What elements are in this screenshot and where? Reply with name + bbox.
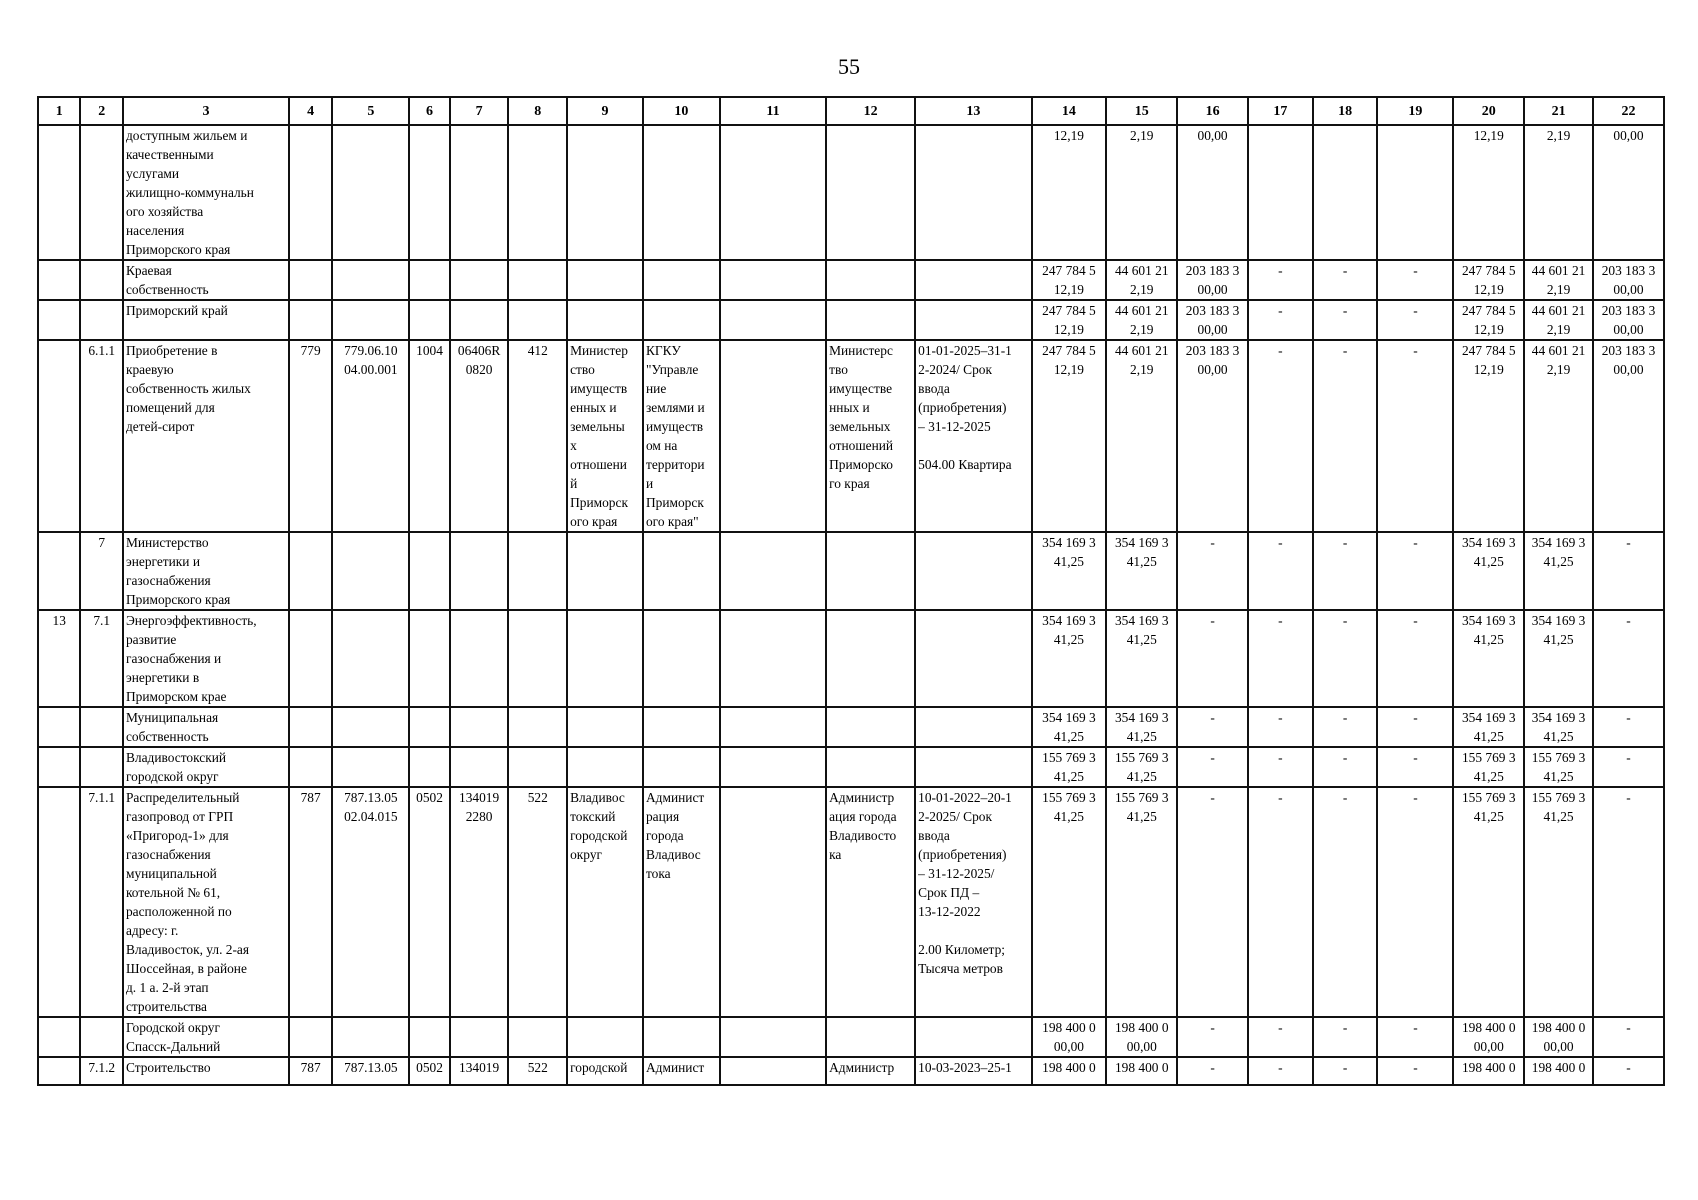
table-cell: 787.13.05 02.04.015	[332, 787, 409, 1017]
table-cell	[508, 1017, 567, 1057]
header-cell: 13	[915, 97, 1031, 125]
table-cell: 779.06.10 04.00.001	[332, 340, 409, 532]
table-cell	[409, 532, 449, 610]
table-cell	[643, 260, 720, 300]
table-cell	[720, 610, 826, 707]
table-cell	[332, 747, 409, 787]
table-cell	[332, 610, 409, 707]
table-cell: 354 169 3 41,25	[1106, 532, 1177, 610]
table-cell: 203 183 3 00,00	[1177, 340, 1248, 532]
table-cell	[720, 300, 826, 340]
table-row	[38, 260, 1664, 300]
table-cell: 0502	[409, 787, 449, 1017]
table-cell	[915, 610, 1031, 707]
table-cell: 198 400 0 00,00	[1032, 1017, 1107, 1057]
table-cell: 247 784 5 12,19	[1032, 300, 1107, 340]
table-cell: доступным жильем и качественными услугами жилищно-коммунальн ого хозяйства населения Приморского края	[123, 125, 289, 260]
table-cell	[915, 1017, 1031, 1057]
table-row	[38, 787, 1664, 1017]
table-cell: 10-03-2023–25-1	[915, 1057, 1031, 1085]
table-cell: 00,00	[1593, 125, 1664, 260]
table-cell: -	[1177, 787, 1248, 1017]
table-cell: Приморский край	[123, 300, 289, 340]
table-cell	[826, 532, 915, 610]
table-cell	[643, 707, 720, 747]
table-cell	[289, 300, 333, 340]
table-cell	[720, 747, 826, 787]
table-cell	[567, 125, 643, 260]
table-cell: 354 169 3 41,25	[1453, 610, 1524, 707]
table-cell: Администр ация города Владивосто ка	[826, 787, 915, 1017]
table-row	[38, 300, 1664, 340]
table-cell	[38, 787, 80, 1017]
table-row	[38, 1017, 1664, 1057]
table-cell	[567, 707, 643, 747]
table-cell: -	[1248, 1017, 1313, 1057]
table-cell	[720, 1057, 826, 1085]
header-cell: 9	[567, 97, 643, 125]
table-cell: 247 784 5 12,19	[1453, 340, 1524, 532]
table-cell: Городской округ Спасск-Дальний	[123, 1017, 289, 1057]
table-cell: 522	[508, 787, 567, 1017]
table-cell: 44 601 21 2,19	[1524, 300, 1593, 340]
table-cell: Министерство энергетики и газоснабжения Приморского края	[123, 532, 289, 610]
table-cell: -	[1377, 532, 1453, 610]
table-cell: Строительство	[123, 1057, 289, 1085]
table-cell: Админист	[643, 1057, 720, 1085]
table-cell	[80, 1017, 122, 1057]
table-cell: 203 183 3 00,00	[1593, 340, 1664, 532]
table-cell: Министерс тво имуществе нных и земельных отношений Приморско го края	[826, 340, 915, 532]
header-cell: 12	[826, 97, 915, 125]
table-cell: -	[1313, 260, 1378, 300]
table-cell	[826, 747, 915, 787]
table-cell: -	[1248, 300, 1313, 340]
table-cell: -	[1593, 610, 1664, 707]
table-cell: Энергоэффективность, развитие газоснабжения и энергетики в Приморском крае	[123, 610, 289, 707]
table-cell	[508, 260, 567, 300]
table-cell	[1248, 125, 1313, 260]
table-row	[38, 1057, 1664, 1085]
table-cell	[332, 1017, 409, 1057]
table-cell: -	[1313, 1017, 1378, 1057]
table-cell: Распределительный газопровод от ГРП «Пригород-1» для газоснабжения муниципальной котельной № 61, расположенной по адресу: г. Владивосток, ул. 2-ая Шоссейная, в районе д. 1 а. 2-й этап строительства	[123, 787, 289, 1017]
table-cell: Приобретение в краевую собственность жилых помещений для детей-сирот	[123, 340, 289, 532]
table-cell	[915, 125, 1031, 260]
table-cell: 155 769 3 41,25	[1032, 747, 1107, 787]
table-cell: 522	[508, 1057, 567, 1085]
header-cell: 22	[1593, 97, 1664, 125]
table-cell: -	[1593, 1017, 1664, 1057]
table-cell: -	[1248, 707, 1313, 747]
table-cell: 354 169 3 41,25	[1032, 610, 1107, 707]
table-cell: 155 769 3 41,25	[1106, 747, 1177, 787]
table-cell: Муниципальная собственность	[123, 707, 289, 747]
table-cell: -	[1377, 1057, 1453, 1085]
header-cell: 7	[450, 97, 509, 125]
table-cell: 44 601 21 2,19	[1524, 340, 1593, 532]
table-cell: 203 183 3 00,00	[1177, 260, 1248, 300]
table-cell	[289, 532, 333, 610]
table-cell: -	[1377, 300, 1453, 340]
table-cell: 787.13.05	[332, 1057, 409, 1085]
table-cell: -	[1313, 707, 1378, 747]
table-cell	[508, 125, 567, 260]
table-cell	[915, 747, 1031, 787]
table-cell: -	[1248, 1057, 1313, 1085]
table-cell: Админист рация города Владивос тока	[643, 787, 720, 1017]
table-cell: 7.1.2	[80, 1057, 122, 1085]
table-cell	[826, 125, 915, 260]
table-cell: -	[1248, 787, 1313, 1017]
table-cell	[643, 532, 720, 610]
table-cell: 7	[80, 532, 122, 610]
table-cell: КГКУ "Управле ние землями и имуществ ом на территори и Приморск ого края"	[643, 340, 720, 532]
table-cell: -	[1377, 747, 1453, 787]
table-cell: -	[1177, 1017, 1248, 1057]
header-cell: 2	[80, 97, 122, 125]
table-cell: -	[1177, 1057, 1248, 1085]
table-cell: -	[1248, 260, 1313, 300]
table-cell	[826, 300, 915, 340]
table-cell: 6.1.1	[80, 340, 122, 532]
table-cell	[289, 610, 333, 707]
table-cell: 155 769 3 41,25	[1106, 787, 1177, 1017]
table-cell	[38, 1017, 80, 1057]
table-cell	[80, 125, 122, 260]
table-cell: 779	[289, 340, 333, 532]
table-cell: -	[1593, 747, 1664, 787]
table-cell: 247 784 5 12,19	[1453, 300, 1524, 340]
table-cell: 247 784 5 12,19	[1032, 260, 1107, 300]
table-cell: 1004	[409, 340, 449, 532]
table-cell	[80, 747, 122, 787]
table-cell	[720, 340, 826, 532]
table-cell	[567, 747, 643, 787]
table-cell: 44 601 21 2,19	[1106, 260, 1177, 300]
table-cell: -	[1593, 532, 1664, 610]
table-cell	[450, 747, 509, 787]
table-cell	[38, 747, 80, 787]
table-cell: 12,19	[1032, 125, 1107, 260]
header-cell: 3	[123, 97, 289, 125]
table-cell: 198 400 0	[1453, 1057, 1524, 1085]
table-cell: -	[1313, 1057, 1378, 1085]
table-cell	[567, 300, 643, 340]
table-cell: городской	[567, 1057, 643, 1085]
page-number: 55	[838, 54, 860, 79]
table-cell: 354 169 3 41,25	[1524, 532, 1593, 610]
table-cell	[567, 260, 643, 300]
table-cell: 7.1	[80, 610, 122, 707]
table-cell	[915, 532, 1031, 610]
table-cell	[567, 1017, 643, 1057]
table-cell	[720, 787, 826, 1017]
table-cell	[826, 260, 915, 300]
table-row	[38, 125, 1664, 260]
table-cell	[409, 1017, 449, 1057]
table-cell: 198 400 0	[1524, 1057, 1593, 1085]
table-cell: 00,00	[1177, 125, 1248, 260]
table-cell	[38, 707, 80, 747]
header-cell: 6	[409, 97, 449, 125]
table-cell: -	[1313, 300, 1378, 340]
table-cell	[450, 1017, 509, 1057]
table-cell	[38, 532, 80, 610]
table-cell	[80, 300, 122, 340]
table-cell	[409, 300, 449, 340]
table-cell	[826, 1017, 915, 1057]
table-cell: 198 400 0 00,00	[1453, 1017, 1524, 1057]
header-row	[38, 97, 1664, 125]
table-cell	[720, 532, 826, 610]
table-cell	[38, 340, 80, 532]
table-cell: 787	[289, 787, 333, 1017]
table-cell: 198 400 0	[1106, 1057, 1177, 1085]
table-cell	[332, 300, 409, 340]
table-cell	[915, 707, 1031, 747]
table-cell	[508, 532, 567, 610]
table-cell: 44 601 21 2,19	[1106, 300, 1177, 340]
table-cell: -	[1377, 1017, 1453, 1057]
table-cell: Владивос токский городской округ	[567, 787, 643, 1017]
table-cell: -	[1248, 340, 1313, 532]
header-cell: 18	[1313, 97, 1378, 125]
table-cell: 203 183 3 00,00	[1177, 300, 1248, 340]
header-cell: 4	[289, 97, 333, 125]
table-cell	[450, 300, 509, 340]
header-cell: 5	[332, 97, 409, 125]
table-cell: 01-01-2025–31-1 2-2024/ Срок ввода (приобретения) – 31-12-2025 504.00 Квартира	[915, 340, 1031, 532]
header-cell: 11	[720, 97, 826, 125]
header-cell: 15	[1106, 97, 1177, 125]
table-cell	[643, 300, 720, 340]
table-cell: 12,19	[1453, 125, 1524, 260]
table-cell	[80, 260, 122, 300]
table-cell: -	[1313, 340, 1378, 532]
table-cell: 354 169 3 41,25	[1032, 707, 1107, 747]
header-cell: 16	[1177, 97, 1248, 125]
table-cell: 7.1.1	[80, 787, 122, 1017]
table-cell	[409, 125, 449, 260]
table-cell	[332, 707, 409, 747]
table-cell	[915, 300, 1031, 340]
header-cell: 10	[643, 97, 720, 125]
table-cell: 44 601 21 2,19	[1106, 340, 1177, 532]
table-cell	[450, 707, 509, 747]
table-cell	[643, 1017, 720, 1057]
table-cell	[450, 532, 509, 610]
table-cell	[332, 260, 409, 300]
table-cell: -	[1593, 707, 1664, 747]
table-cell: 13	[38, 610, 80, 707]
table-row	[38, 340, 1664, 532]
table-cell	[38, 125, 80, 260]
table-cell: 155 769 3 41,25	[1524, 747, 1593, 787]
table-cell: -	[1313, 610, 1378, 707]
table-cell: -	[1377, 260, 1453, 300]
header-cell: 20	[1453, 97, 1524, 125]
table-cell: Владивостокский городской округ	[123, 747, 289, 787]
table-cell: 0502	[409, 1057, 449, 1085]
table-cell	[826, 610, 915, 707]
table-cell	[450, 125, 509, 260]
table-cell: Администр	[826, 1057, 915, 1085]
table-cell	[720, 125, 826, 260]
table-cell: -	[1313, 747, 1378, 787]
table-cell: 06406R 0820	[450, 340, 509, 532]
table-cell	[720, 260, 826, 300]
table-cell	[508, 300, 567, 340]
table-cell: 198 400 0	[1032, 1057, 1107, 1085]
table-cell	[826, 707, 915, 747]
table-cell	[289, 260, 333, 300]
table-cell	[508, 707, 567, 747]
table-cell: -	[1248, 747, 1313, 787]
table-cell: -	[1177, 747, 1248, 787]
table-cell	[409, 707, 449, 747]
table-cell: 354 169 3 41,25	[1453, 532, 1524, 610]
table-cell: -	[1593, 787, 1664, 1017]
table-cell	[409, 260, 449, 300]
table-cell: 247 784 5 12,19	[1032, 340, 1107, 532]
header-cell: 1	[38, 97, 80, 125]
table-cell: 198 400 0 00,00	[1106, 1017, 1177, 1057]
table-cell: Краевая собственность	[123, 260, 289, 300]
table-cell	[332, 532, 409, 610]
table-cell: 155 769 3 41,25	[1032, 787, 1107, 1017]
table-cell	[289, 1017, 333, 1057]
table-cell	[508, 610, 567, 707]
table-cell	[1313, 125, 1378, 260]
table-cell	[720, 707, 826, 747]
table-cell	[643, 747, 720, 787]
table-cell	[508, 747, 567, 787]
table-cell: -	[1377, 707, 1453, 747]
table-cell: 354 169 3 41,25	[1032, 532, 1107, 610]
table-cell	[409, 610, 449, 707]
table-cell: -	[1248, 610, 1313, 707]
table-cell	[38, 300, 80, 340]
table-cell: -	[1377, 787, 1453, 1017]
table-cell	[38, 1057, 80, 1085]
table-cell	[332, 125, 409, 260]
table-cell	[289, 707, 333, 747]
table-cell: 198 400 0 00,00	[1524, 1017, 1593, 1057]
table-cell	[289, 125, 333, 260]
table-cell: -	[1377, 340, 1453, 532]
table-row	[38, 532, 1664, 610]
table-cell: 412	[508, 340, 567, 532]
table-cell	[289, 747, 333, 787]
table-cell	[38, 260, 80, 300]
table-cell	[450, 260, 509, 300]
table-cell: 787	[289, 1057, 333, 1085]
table-cell	[450, 610, 509, 707]
table-cell: -	[1377, 610, 1453, 707]
table-cell: -	[1177, 610, 1248, 707]
table-cell: -	[1313, 532, 1378, 610]
table-cell: 354 169 3 41,25	[1106, 610, 1177, 707]
table-cell	[567, 532, 643, 610]
table-cell: 10-01-2022–20-1 2-2025/ Срок ввода (приобретения) – 31-12-2025/ Срок ПД – 13-12-2022 2.00 Километр; Тысяча метров	[915, 787, 1031, 1017]
table-cell: 155 769 3 41,25	[1524, 787, 1593, 1017]
table-cell: 203 183 3 00,00	[1593, 260, 1664, 300]
table-cell	[409, 747, 449, 787]
table-cell: Министер ство имуществ енных и земельны х отношени й Приморск ого края	[567, 340, 643, 532]
table-cell	[643, 610, 720, 707]
table-cell	[80, 707, 122, 747]
table-cell: 134019	[450, 1057, 509, 1085]
table-row	[38, 707, 1664, 747]
table-row	[38, 747, 1664, 787]
table-cell: 155 769 3 41,25	[1453, 787, 1524, 1017]
table-cell: 354 169 3 41,25	[1453, 707, 1524, 747]
table-cell: 155 769 3 41,25	[1453, 747, 1524, 787]
table-cell: -	[1313, 787, 1378, 1017]
table-cell: 134019 2280	[450, 787, 509, 1017]
table-cell	[915, 260, 1031, 300]
table-cell: -	[1177, 707, 1248, 747]
table-cell: 354 169 3 41,25	[1524, 707, 1593, 747]
table-cell: 354 169 3 41,25	[1524, 610, 1593, 707]
header-cell: 21	[1524, 97, 1593, 125]
table-cell	[643, 125, 720, 260]
table-cell: 44 601 21 2,19	[1524, 260, 1593, 300]
header-cell: 8	[508, 97, 567, 125]
header-cell: 17	[1248, 97, 1313, 125]
table-cell: -	[1177, 532, 1248, 610]
table-cell: -	[1593, 1057, 1664, 1085]
header-cell: 19	[1377, 97, 1453, 125]
budget-table	[37, 96, 1665, 1086]
table-cell: -	[1248, 532, 1313, 610]
table-row	[38, 610, 1664, 707]
table-cell: 354 169 3 41,25	[1106, 707, 1177, 747]
table-cell	[720, 1017, 826, 1057]
header-cell: 14	[1032, 97, 1107, 125]
table-cell: 2,19	[1524, 125, 1593, 260]
table-cell: 247 784 5 12,19	[1453, 260, 1524, 300]
table-cell	[567, 610, 643, 707]
table-cell: 203 183 3 00,00	[1593, 300, 1664, 340]
table-cell: 2,19	[1106, 125, 1177, 260]
table-cell	[1377, 125, 1453, 260]
